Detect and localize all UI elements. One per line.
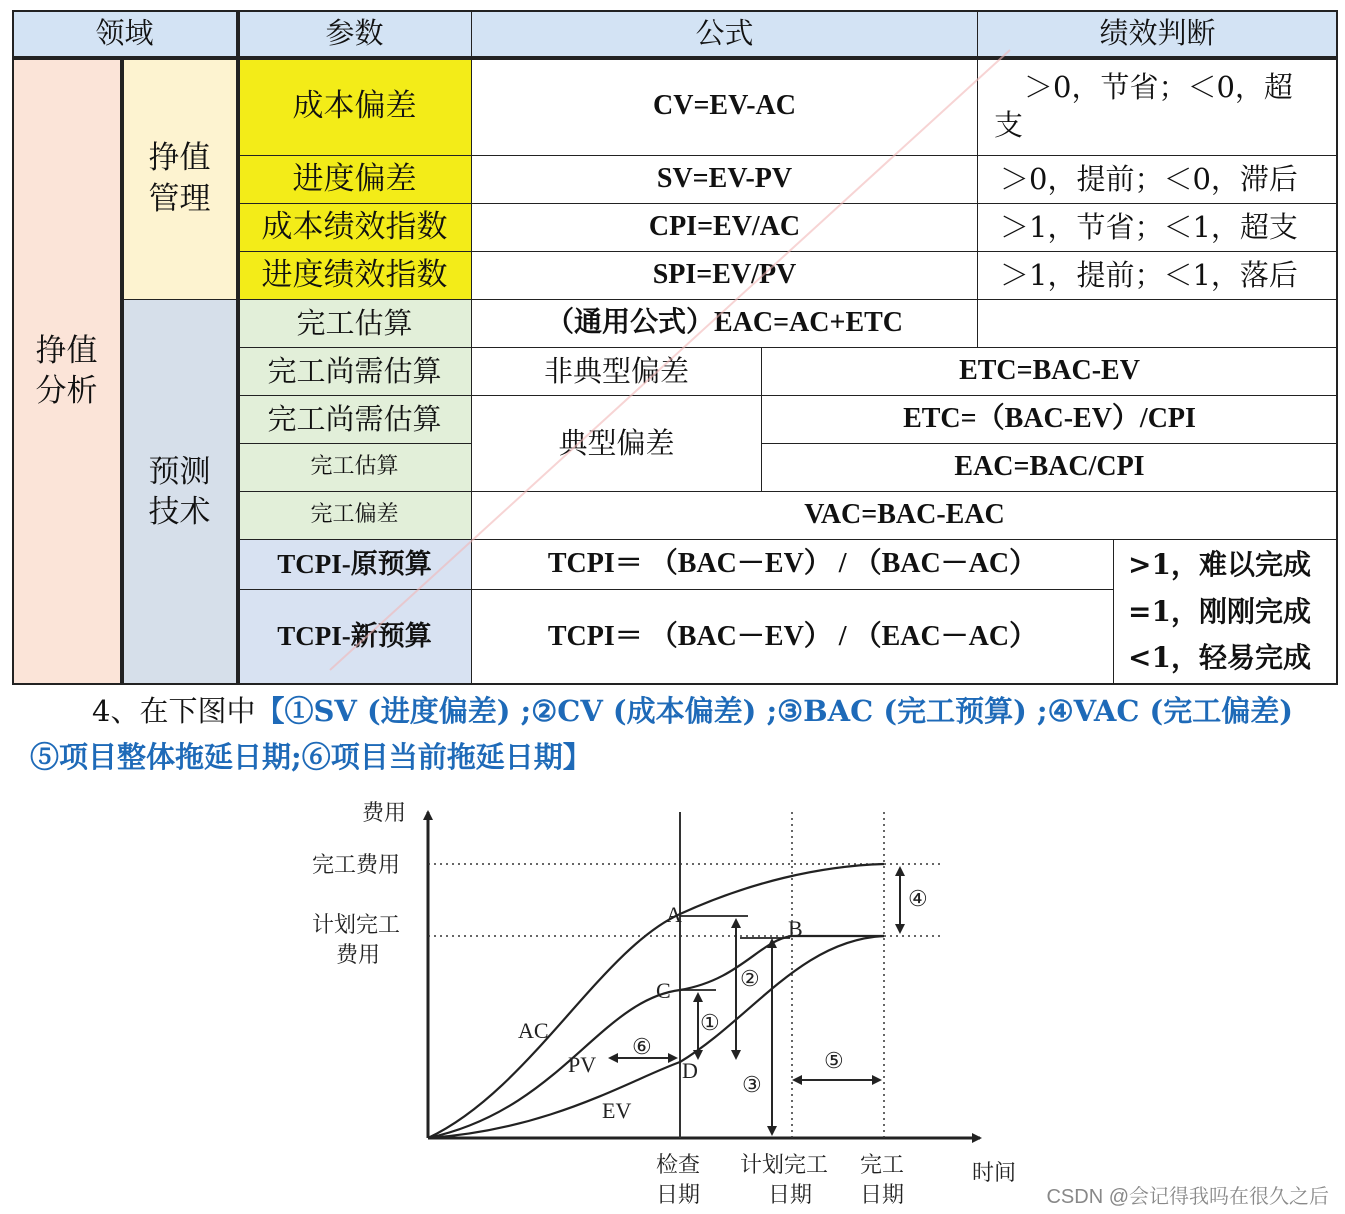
point-a: A <box>666 902 682 927</box>
x-tick-finish-1: 完工 <box>860 1153 905 1178</box>
param-sv: 进度偏差 <box>238 156 472 204</box>
param-spi: 进度绩效指数 <box>238 252 472 300</box>
formula-tcpi-original: TCPI＝ （BAC－EV） / （BAC－AC） <box>472 540 1114 590</box>
earned-value-diagram <box>300 790 1040 1210</box>
domain-divider <box>120 58 124 685</box>
point-b: B <box>788 916 803 941</box>
param-cv: 成本偏差 <box>238 58 472 156</box>
param-tcpi-original: TCPI-原预算 <box>238 540 472 590</box>
judge-cpi: ＞1，节省；＜1，超支 <box>978 204 1338 252</box>
curve-label-ac: AC <box>518 1018 549 1043</box>
group-ev-management: 挣值管理 <box>122 58 238 300</box>
formula-etc-atypical: ETC=BAC-EV <box>762 348 1338 396</box>
param-etc-atypical: 完工尚需估算 <box>238 348 472 396</box>
marker-1: ① <box>700 1010 720 1035</box>
judge-eac-empty <box>978 300 1338 348</box>
group-divider <box>236 10 240 685</box>
x-tick-check-1: 检查 <box>656 1153 701 1178</box>
curve-label-pv: PV <box>568 1052 597 1077</box>
header-divider <box>12 56 1338 60</box>
param-tcpi-new: TCPI-新预算 <box>238 590 472 685</box>
marker-4: ④ <box>908 886 928 911</box>
header-formula: 公式 <box>472 10 978 58</box>
point-d: D <box>682 1058 698 1083</box>
x-axis-label: 时间 <box>972 1161 1017 1186</box>
csdn-watermark: CSDN @会记得我吗在很久之后 <box>1046 1186 1329 1208</box>
judge-tcpi <box>1114 540 1338 685</box>
header-judge: 绩效判断 <box>978 10 1338 58</box>
formula-etc-typical: ETC=（BAC-EV）/CPI <box>762 396 1338 444</box>
marker-2: ② <box>740 966 760 991</box>
param-vac: 完工偏差 <box>238 492 472 540</box>
x-tick-plan-1: 计划完工 <box>740 1153 829 1178</box>
judge-cv-line2: 支 <box>994 107 1024 142</box>
formula-sv: SV=EV-PV <box>472 156 978 204</box>
caption-highlight-1: 【①SV (进度偏差) ;②CV (成本偏差) ;③BAC (完工预算) ;④VAC (完工偏差) <box>255 694 1293 728</box>
y-tick-planned-1: 计划完工 <box>312 913 401 938</box>
earned-value-table <box>12 10 1338 685</box>
x-tick-check-2: 日期 <box>656 1183 701 1208</box>
group-forecast: 预测技术 <box>122 300 238 685</box>
judge-cv-line1: ＞0，节省；＜0，超 <box>1024 69 1293 104</box>
domain-label: 挣值分析 <box>12 58 122 685</box>
judge-tcpi-eq1: =1，刚刚完成 <box>1128 594 1311 628</box>
formula-eac-typical: EAC=BAC/CPI <box>762 444 1338 492</box>
pv-curve <box>428 936 884 1138</box>
formula-cv: CV=EV-AC <box>472 58 978 156</box>
formula-cpi: CPI=EV/AC <box>472 204 978 252</box>
marker-6: ⑥ <box>632 1034 652 1059</box>
formula-tcpi-new: TCPI＝ （BAC－EV） / （EAC－AC） <box>472 590 1114 685</box>
caption-highlight-2: ⑤项目整体拖延日期;⑥项目当前拖延日期】 <box>30 740 592 774</box>
judge-tcpi-lt1: <1，轻易完成 <box>1128 641 1311 675</box>
judge-spi: ＞1，提前；＜1，落后 <box>978 252 1338 300</box>
formula-vac: VAC=BAC-EAC <box>472 492 1338 540</box>
caption-lead: 4、在下图中 <box>92 694 256 728</box>
param-eac: 完工估算 <box>238 300 472 348</box>
header-domain: 领域 <box>12 10 238 58</box>
diagram-caption <box>30 688 1330 780</box>
param-eac-typical: 完工估算 <box>238 444 472 492</box>
y-tick-finish-cost: 完工费用 <box>312 853 401 878</box>
judge-cv <box>978 58 1338 156</box>
header-param: 参数 <box>238 10 472 58</box>
x-tick-finish-2: 日期 <box>860 1183 905 1208</box>
param-etc-typical: 完工尚需估算 <box>238 396 472 444</box>
marker-5: ⑤ <box>824 1048 844 1073</box>
case-atypical: 非典型偏差 <box>472 348 762 396</box>
marker-3: ③ <box>742 1072 762 1097</box>
ev-curve <box>428 936 884 1138</box>
point-c: C <box>656 978 671 1003</box>
case-typical: 典型偏差 <box>472 396 762 492</box>
judge-tcpi-gt1: >1，难以完成 <box>1128 548 1311 582</box>
y-axis-label: 费用 <box>362 801 407 826</box>
curve-label-ev: EV <box>602 1098 632 1123</box>
formula-spi: SPI=EV/PV <box>472 252 978 300</box>
x-tick-plan-2: 日期 <box>768 1183 813 1208</box>
judge-sv: ＞0，提前；＜0，滞后 <box>978 156 1338 204</box>
y-tick-planned-2: 费用 <box>336 943 381 968</box>
formula-eac: （通用公式）EAC=AC+ETC <box>472 300 978 348</box>
param-cpi: 成本绩效指数 <box>238 204 472 252</box>
